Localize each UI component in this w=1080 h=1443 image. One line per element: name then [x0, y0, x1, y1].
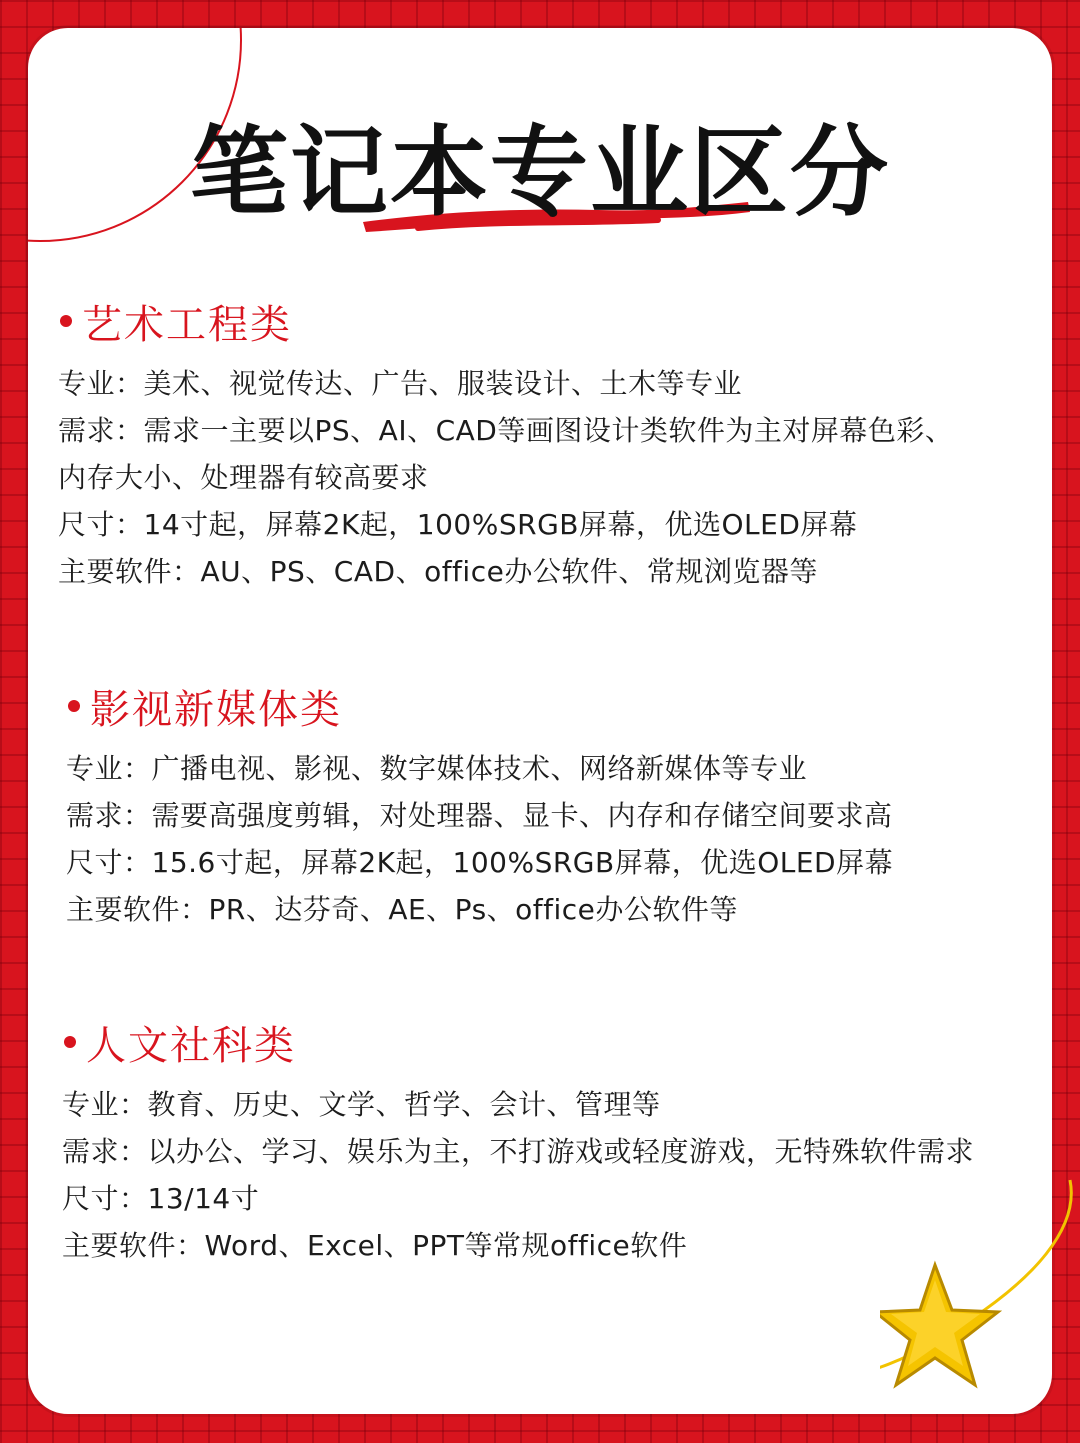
- line-major: 专业：教育、历史、文学、哲学、会计、管理等: [62, 1088, 661, 1121]
- section-title: 影视新媒体类: [90, 686, 342, 733]
- line-size: 尺寸：13/14寸: [62, 1182, 260, 1215]
- bullet-dot: [64, 1036, 76, 1048]
- bullet-dot: [68, 700, 80, 712]
- line-requirement: 需求：需求一主要以PS、AI、CAD等画图设计类软件为主对屏幕色彩、: [58, 414, 954, 447]
- section-film-media: [66, 671, 1052, 933]
- line-requirement: 需求：以办公、学习、娱乐为主，不打游戏或轻度游戏，无特殊软件需求: [62, 1135, 975, 1168]
- line-size: 尺寸：15.6寸起，屏幕2K起，100%SRGB屏幕，优选OLED屏幕: [66, 846, 894, 879]
- page-title: 笔记本专业区分: [189, 116, 890, 230]
- line-requirement: 需求：需要高强度剪辑，对处理器、显卡、内存和存储空间要求高: [66, 799, 893, 832]
- title-block: [28, 108, 1052, 248]
- section-art-engineering: [58, 286, 1048, 595]
- section-lines: [58, 360, 1048, 595]
- line-software: 主要软件：PR、达芬奇、AE、Ps、office办公软件等: [66, 893, 738, 926]
- section-title: 人文社科类: [86, 1022, 296, 1069]
- line-software: 主要软件：AU、PS、CAD、office办公软件、常规浏览器等: [58, 555, 818, 588]
- line-major: 专业：广播电视、影视、数字媒体技术、网络新媒体等专业: [66, 752, 808, 785]
- line-requirement-cont: 内存大小、处理器有较高要求: [58, 461, 429, 494]
- line-size: 尺寸：14寸起，屏幕2K起，100%SRGB屏幕，优选OLED屏幕: [58, 508, 858, 541]
- section-title: 艺术工程类: [82, 301, 292, 348]
- bullet-dot: [60, 315, 72, 327]
- line-major: 专业：美术、视觉传达、广告、服装设计、土木等专业: [58, 367, 743, 400]
- star-icon: [880, 1170, 1080, 1410]
- line-software: 主要软件：Word、Excel、PPT等常规office软件: [62, 1229, 688, 1262]
- section-lines: [66, 745, 1052, 933]
